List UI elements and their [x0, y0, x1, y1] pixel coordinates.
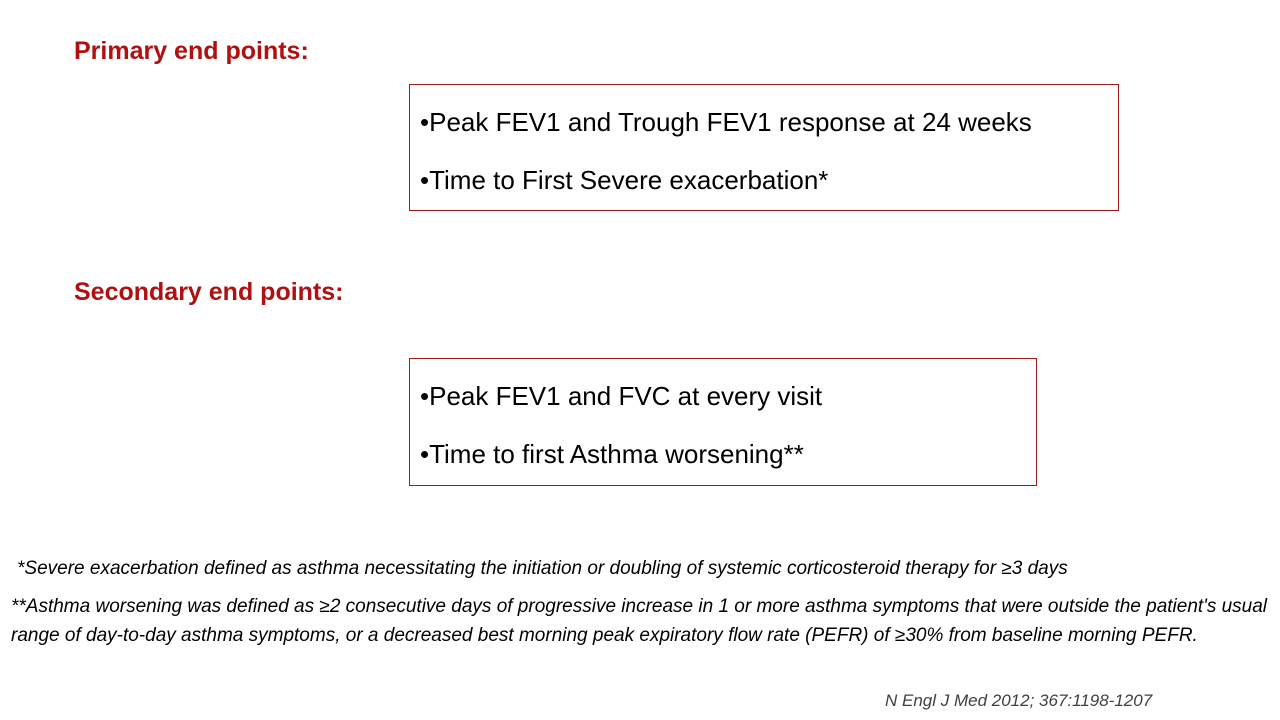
primary-endpoint-item: •Peak FEV1 and Trough FEV1 response at 24 weeks: [420, 107, 1032, 137]
primary-endpoint-item: •Time to First Severe exacerbation*: [420, 165, 829, 195]
secondary-endpoint-item: •Time to first Asthma worsening**: [420, 439, 804, 469]
footnote-severe-exacerbation: *Severe exacerbation defined as asthma necessitating the initiation or doubling of systemic corticosteroid therapy for ≥3 days: [17, 558, 1068, 579]
secondary-endpoint-item: •Peak FEV1 and FVC at every visit: [420, 381, 823, 411]
primary-endpoints-heading: Primary end points:: [74, 37, 309, 65]
secondary-endpoints-heading: Secondary end points:: [74, 278, 344, 306]
footnote-asthma-worsening: **Asthma worsening was defined as ≥2 consecutive days of progressive increase in 1 or more asthma symptoms that were outside the patient's usual range of day-to-day asthma symptoms, or a decreased best morning peak expiratory flow rate (PEFR) of ≥30% from baseline morning PEFR.: [11, 596, 1268, 646]
citation: N Engl J Med 2012; 367:1198-1207: [885, 691, 1153, 710]
secondary-endpoints-box: [409, 358, 1037, 486]
primary-endpoints-box: [409, 84, 1119, 211]
